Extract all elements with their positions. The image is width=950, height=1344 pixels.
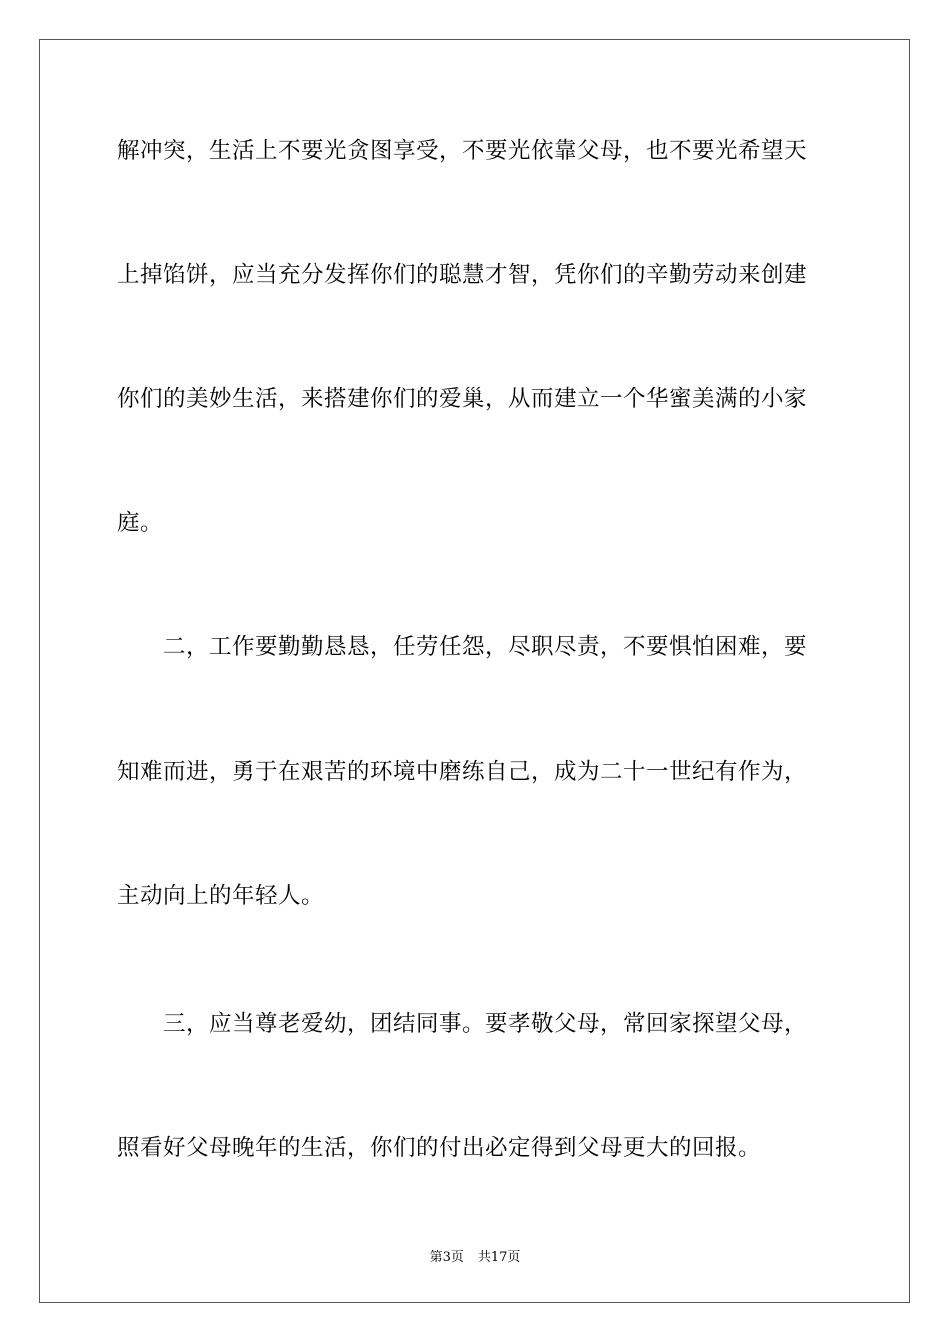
paragraph-1-line-2: 上掉馅饼，应当充分发挥你们的聪慧才智，凭你们的辛勤劳动来创建 <box>117 262 808 288</box>
page-number: 第3页 <box>429 1250 464 1265</box>
paragraph-3-line-2: 照看好父母晚年的生活，你们的付出必定得到父母更大的回报。 <box>117 1135 762 1161</box>
paragraph-1-line-3: 你们的美妙生活，来搭建你们的爱巢，从而建立一个华蜜美满的小家 <box>117 386 808 412</box>
paragraph-2-line-3: 主动向上的年轻人。 <box>117 883 325 909</box>
page-total: 共17页 <box>477 1250 521 1265</box>
page-footer <box>0 1249 950 1267</box>
paragraph-2-line-1: 二，工作要勤勤恳恳，任劳任怨，尽职尽责，不要惧怕困难，要 <box>163 634 808 660</box>
paragraph-3-line-1: 三，应当尊老爱幼，团结同事。要孝敬父母，常回家探望父母， <box>163 1011 808 1037</box>
paragraph-1-line-1: 解冲突，生活上不要光贪图享受，不要光依靠父母，也不要光希望天 <box>117 138 808 164</box>
paragraph-1-line-4: 庭。 <box>117 510 164 536</box>
page-border <box>39 39 910 1303</box>
paragraph-2-line-2: 知难而进，勇于在艰苦的环境中磨练自己，成为二十一世纪有作为， <box>117 759 808 785</box>
